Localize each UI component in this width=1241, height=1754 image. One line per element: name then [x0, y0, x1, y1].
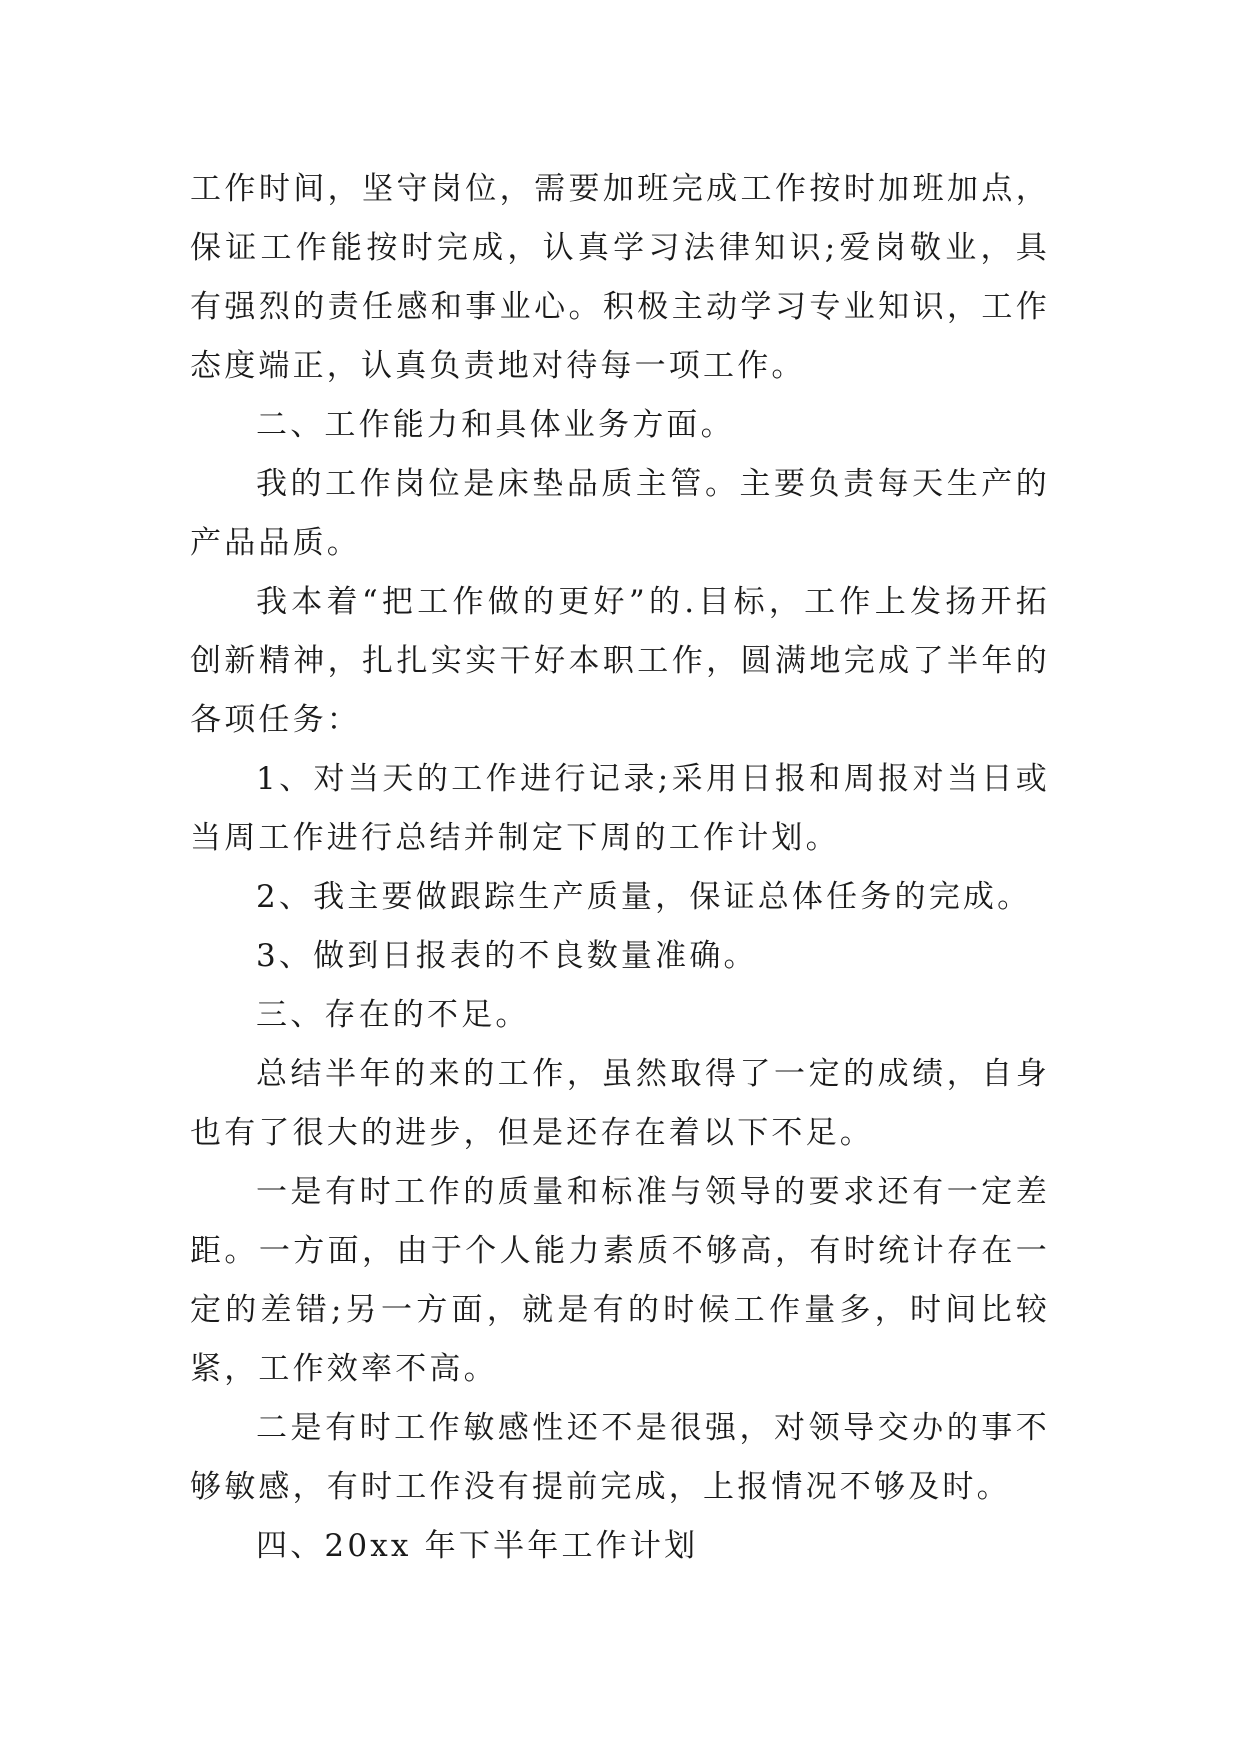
paragraph-continuation: 工作时间，坚守岗位，需要加班完成工作按时加班加点，保证工作能按时完成，认真学习法律知识;爱岗敬业，具有强烈的责任感和事业心。积极主动学习专业知识，工作态度端正，认真负责地对待每一项工作。 [190, 171, 1050, 384]
list-item-1: 1、对当天的工作进行记录;采用日报和周报对当日或当周工作进行总结并制定下周的工作计划。 [190, 761, 1050, 856]
paragraph: 二是有时工作敏感性还不是很强，对领导交办的事不够敏感，有时工作没有提前完成，上报情况不够及时。 [190, 1410, 1050, 1505]
section-heading-4: 四、20xx 年下半年工作计划 [256, 1528, 699, 1564]
section-heading-3: 三、存在的不足。 [256, 997, 530, 1033]
paragraph: 我本着“把工作做的更好”的.目标，工作上发扬开拓创新精神，扎扎实实干好本职工作，圆满地完成了半年的各项任务： [190, 584, 1050, 738]
document-body [190, 160, 1050, 1576]
list-item-3: 3、做到日报表的不良数量准确。 [256, 938, 758, 974]
paragraph: 总结半年的来的工作，虽然取得了一定的成绩，自身也有了很大的进步，但是还存在着以下不足。 [190, 1056, 1050, 1151]
paragraph: 一是有时工作的质量和标准与领导的要求还有一定差距。一方面，由于个人能力素质不够高，有时统计存在一定的差错;另一方面，就是有的时候工作量多，时间比较紧，工作效率不高。 [190, 1174, 1050, 1387]
paragraph: 我的工作岗位是床垫品质主管。主要负责每天生产的产品品质。 [190, 466, 1050, 561]
list-item-2: 2、我主要做跟踪生产质量，保证总体任务的完成。 [256, 879, 1032, 915]
section-heading-2: 二、工作能力和具体业务方面。 [256, 407, 735, 443]
